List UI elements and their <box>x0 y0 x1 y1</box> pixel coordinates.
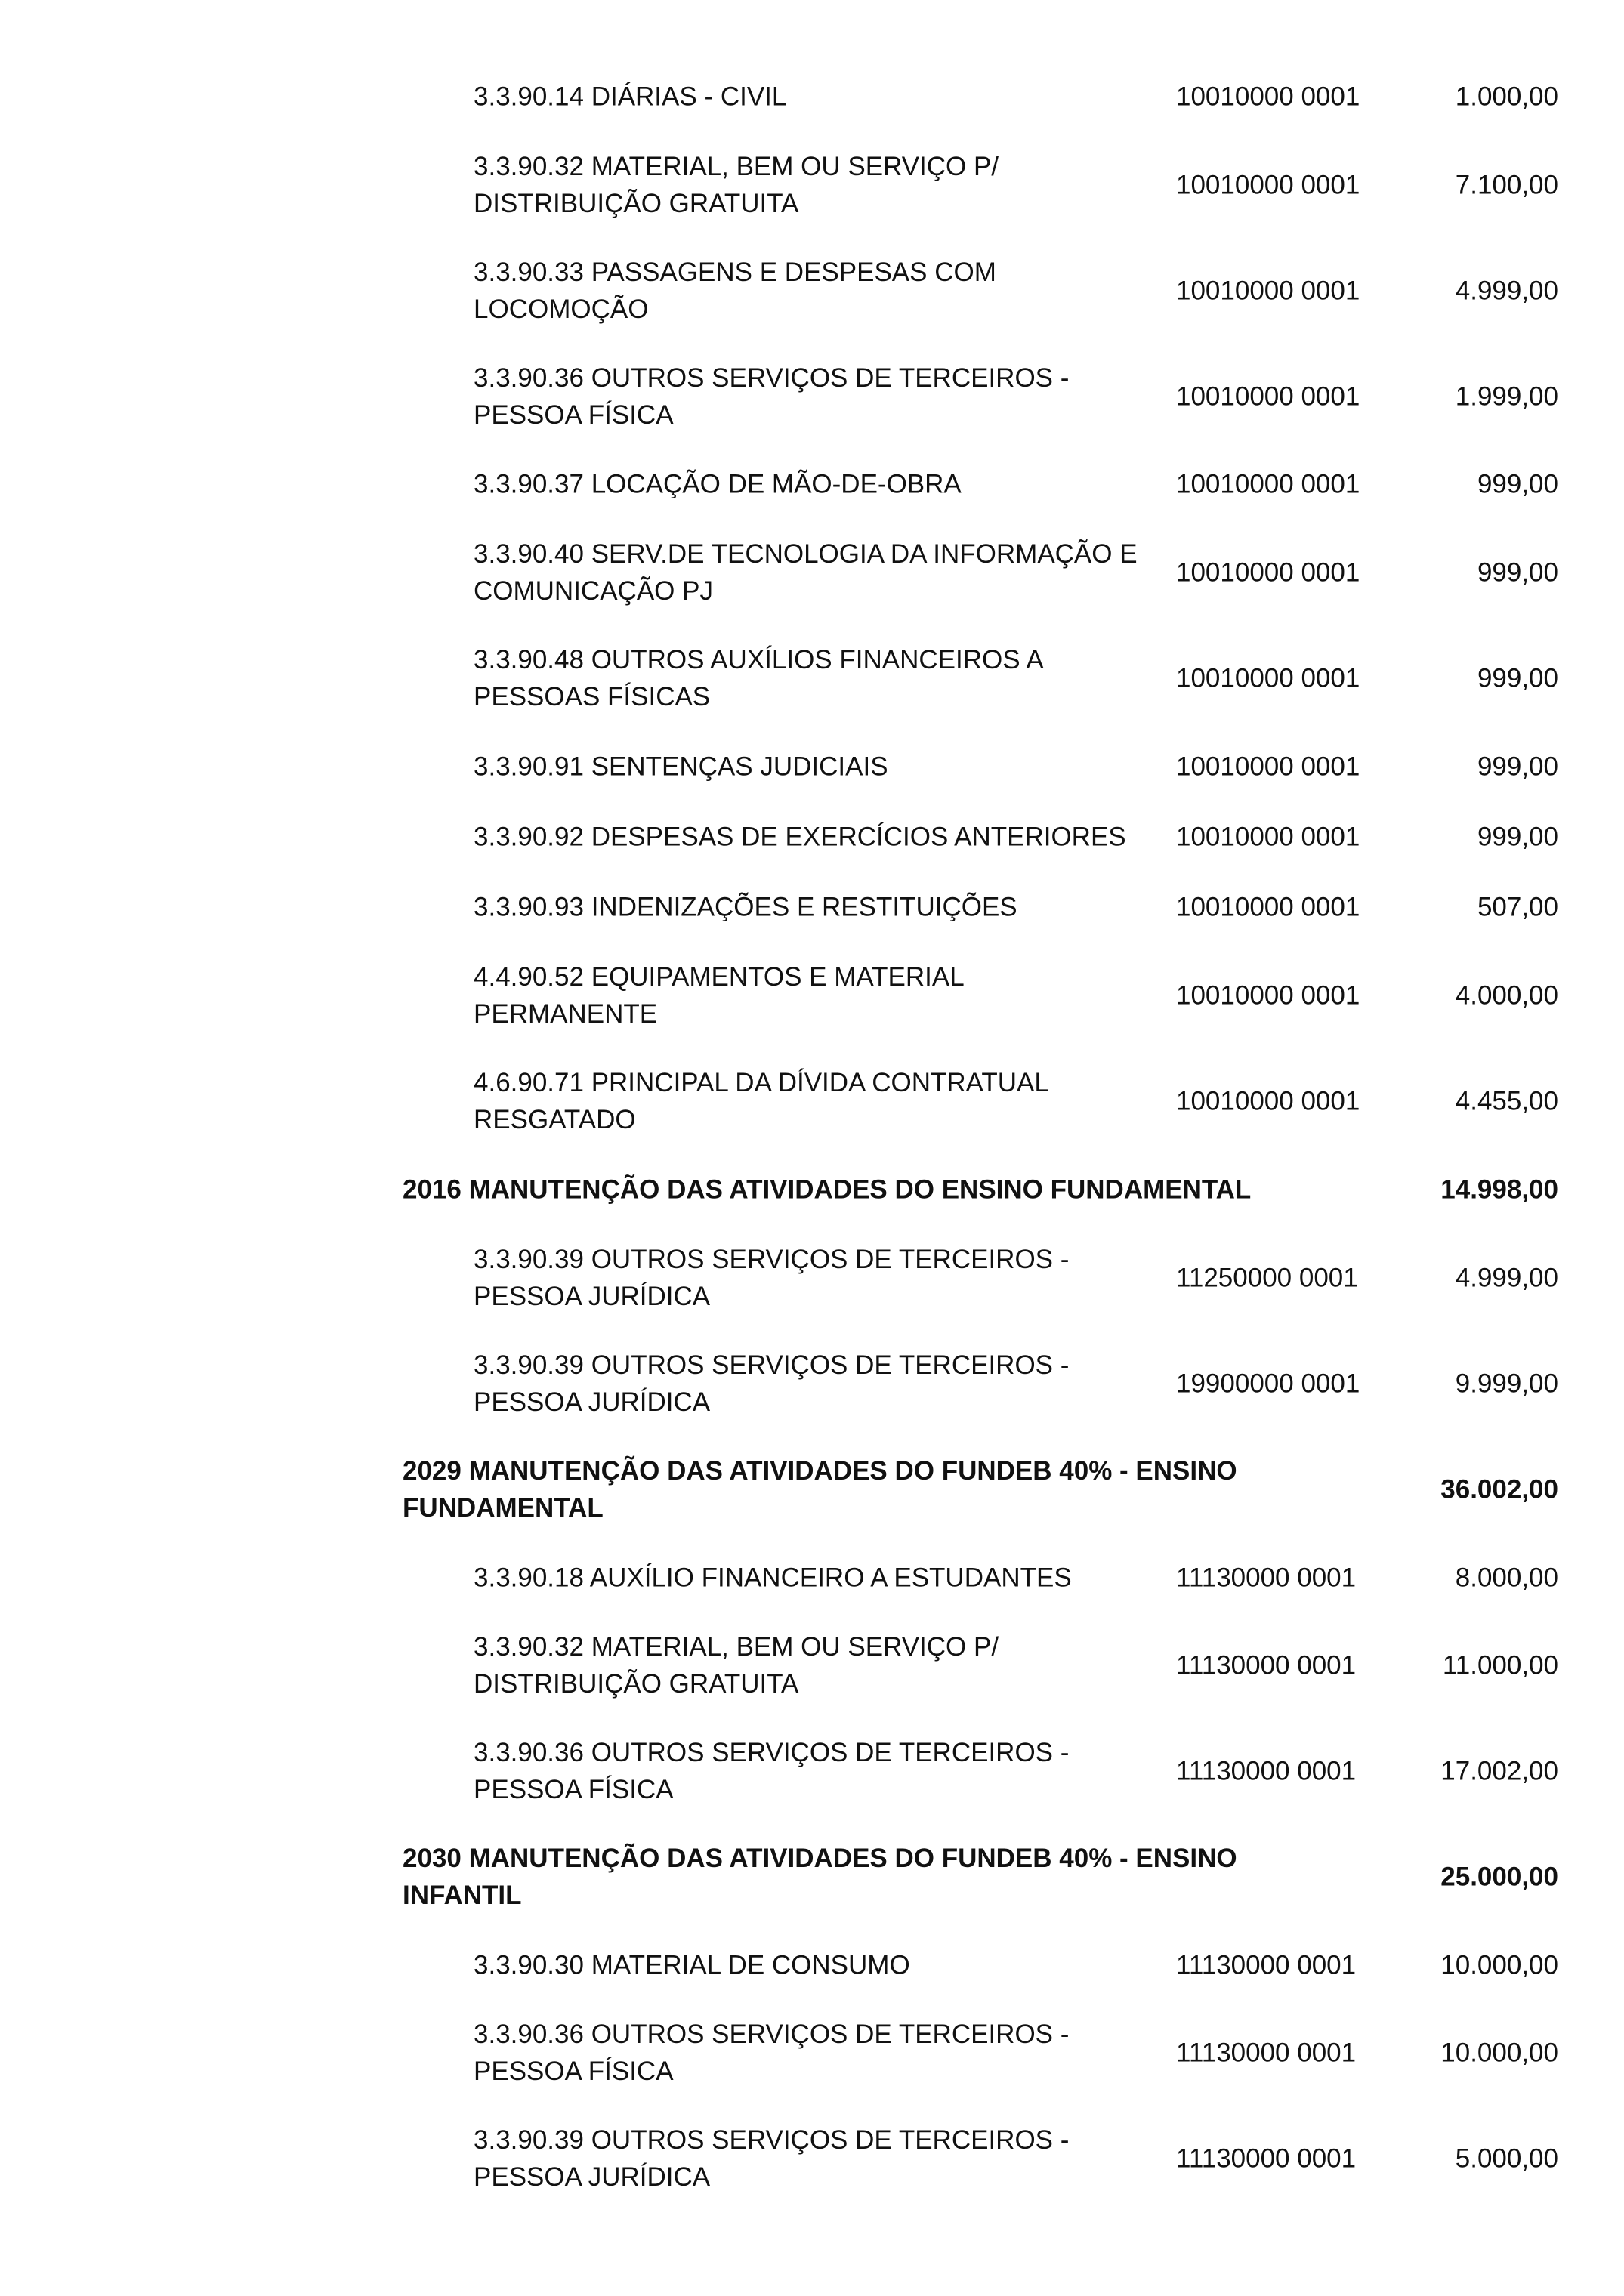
item-description: 3.3.90.37 LOCAÇÃO DE MÃO-DE-OBRA <box>474 469 962 499</box>
item-amount: 999,00 <box>1477 557 1558 588</box>
item-amount: 10.000,00 <box>1440 2038 1558 2068</box>
item-description: 3.3.90.30 MATERIAL DE CONSUMO <box>474 1950 910 1980</box>
item-description: 3.3.90.92 DESPESAS DE EXERCÍCIOS ANTERIORES <box>474 822 1126 852</box>
item-amount: 17.002,00 <box>1440 1756 1558 1786</box>
item-source-code: 10010000 0001 <box>1176 980 1360 1011</box>
action-total: 14.998,00 <box>1440 1174 1558 1205</box>
action-title: 2029 MANUTENÇÃO DAS ATIVIDADES DO FUNDEB 40% - ENSINO FUNDAMENTAL <box>403 1456 1237 1523</box>
item-source-code: 11130000 0001 <box>1176 1650 1357 1680</box>
item-description: 3.3.90.36 OUTROS SERVIÇOS DE TERCEIROS - PESSOA FÍSICA <box>474 2020 1070 2086</box>
item-source-code: 10010000 0001 <box>1176 381 1360 412</box>
item-description: 3.3.90.32 MATERIAL, BEM OU SERVIÇO P/ DISTRIBUIÇÃO GRATUITA <box>474 1632 999 1699</box>
item-description: 3.3.90.39 OUTROS SERVIÇOS DE TERCEIROS - PESSOA JURÍDICA <box>474 1350 1070 1417</box>
item-description: 3.3.90.32 MATERIAL, BEM OU SERVIÇO P/ DISTRIBUIÇÃO GRATUITA <box>474 152 999 218</box>
action-title: 2016 MANUTENÇÃO DAS ATIVIDADES DO ENSINO FUNDAMENTAL <box>403 1174 1252 1205</box>
item-source-code: 11250000 0001 <box>1176 1263 1358 1293</box>
item-description: 3.3.90.39 OUTROS SERVIÇOS DE TERCEIROS - PESSOA JURÍDICA <box>474 1245 1070 1311</box>
item-description: 3.3.90.33 PASSAGENS E DESPESAS COM LOCOMOÇÃO <box>474 258 996 324</box>
item-amount: 1.999,00 <box>1455 381 1558 412</box>
item-amount: 11.000,00 <box>1442 1650 1558 1680</box>
item-description: 3.3.90.36 OUTROS SERVIÇOS DE TERCEIROS - PESSOA FÍSICA <box>474 1738 1070 1804</box>
action-total: 36.002,00 <box>1440 1474 1558 1504</box>
item-amount: 9.999,00 <box>1455 1369 1558 1399</box>
action-total: 25.000,00 <box>1440 1862 1558 1892</box>
item-source-code: 10010000 0001 <box>1176 892 1360 922</box>
item-source-code: 10010000 0001 <box>1176 822 1360 852</box>
item-amount: 4.455,00 <box>1455 1086 1558 1116</box>
item-amount: 4.999,00 <box>1455 276 1558 306</box>
item-amount: 999,00 <box>1477 822 1558 852</box>
item-source-code: 11130000 0001 <box>1176 2143 1357 2174</box>
item-description: 3.3.90.40 SERV.DE TECNOLOGIA DA INFORMAÇÃO E COMUNICAÇÃO PJ <box>474 539 1138 606</box>
action-title: 2030 MANUTENÇÃO DAS ATIVIDADES DO FUNDEB 40% - ENSINO INFANTIL <box>403 1844 1237 1910</box>
item-description: 3.3.90.91 SENTENÇAS JUDICIAIS <box>474 751 888 782</box>
item-source-code: 10010000 0001 <box>1176 82 1360 112</box>
item-amount: 1.000,00 <box>1455 82 1558 112</box>
item-source-code: 11130000 0001 <box>1176 1756 1357 1786</box>
item-source-code: 11130000 0001 <box>1176 1950 1357 1980</box>
item-source-code: 11130000 0001 <box>1176 2038 1357 2068</box>
item-amount: 999,00 <box>1477 663 1558 693</box>
item-description: 3.3.90.48 OUTROS AUXÍLIOS FINANCEIROS A PESSOAS FÍSICAS <box>474 645 1044 711</box>
item-source-code: 10010000 0001 <box>1176 751 1360 782</box>
item-amount: 507,00 <box>1477 892 1558 922</box>
item-amount: 999,00 <box>1477 469 1558 499</box>
item-amount: 7.100,00 <box>1455 170 1558 200</box>
item-source-code: 10010000 0001 <box>1176 557 1360 588</box>
item-amount: 8.000,00 <box>1455 1563 1558 1593</box>
item-description: 3.3.90.93 INDENIZAÇÕES E RESTITUIÇÕES <box>474 892 1017 922</box>
item-description: 4.4.90.52 EQUIPAMENTOS E MATERIAL PERMANENTE <box>474 962 965 1029</box>
item-source-code: 11130000 0001 <box>1176 1563 1357 1593</box>
item-description: 3.3.90.14 DIÁRIAS - CIVIL <box>474 82 787 112</box>
item-description: 3.3.90.36 OUTROS SERVIÇOS DE TERCEIROS - PESSOA FÍSICA <box>474 363 1070 430</box>
item-description: 3.3.90.18 AUXÍLIO FINANCEIRO A ESTUDANTES <box>474 1563 1072 1593</box>
item-source-code: 10010000 0001 <box>1176 663 1360 693</box>
item-amount: 4.000,00 <box>1455 980 1558 1011</box>
item-description: 3.3.90.39 OUTROS SERVIÇOS DE TERCEIROS - PESSOA JURÍDICA <box>474 2125 1070 2192</box>
item-source-code: 10010000 0001 <box>1176 469 1360 499</box>
item-source-code: 10010000 0001 <box>1176 170 1360 200</box>
item-amount: 999,00 <box>1477 751 1558 782</box>
item-description: 4.6.90.71 PRINCIPAL DA DÍVIDA CONTRATUAL RESGATADO <box>474 1068 1049 1134</box>
item-source-code: 19900000 0001 <box>1176 1369 1360 1399</box>
item-amount: 10.000,00 <box>1440 1950 1558 1980</box>
item-amount: 5.000,00 <box>1455 2143 1558 2174</box>
item-source-code: 10010000 0001 <box>1176 1086 1360 1116</box>
item-amount: 4.999,00 <box>1455 1263 1558 1293</box>
item-source-code: 10010000 0001 <box>1176 276 1360 306</box>
